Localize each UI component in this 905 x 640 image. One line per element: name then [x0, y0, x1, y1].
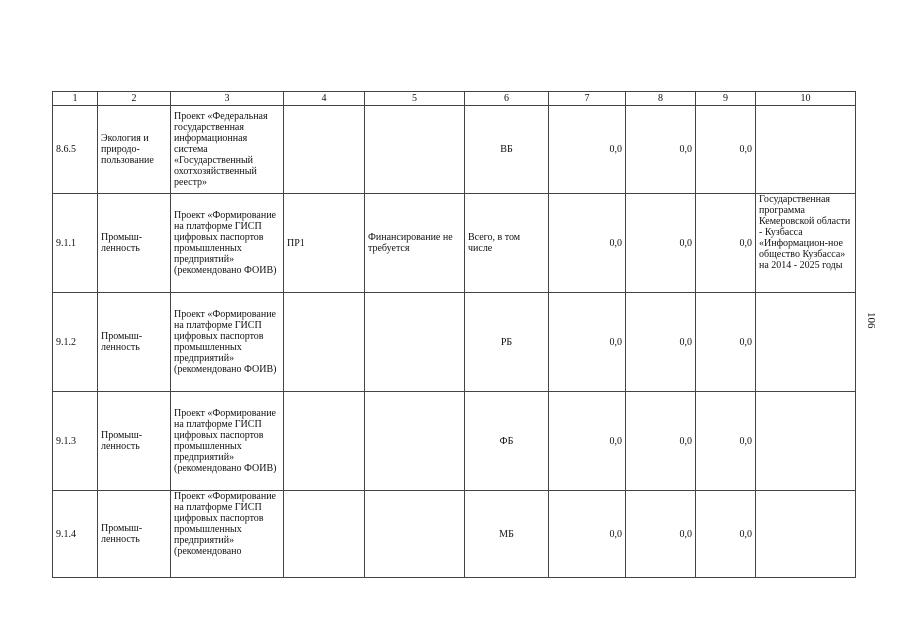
cell-value-7: 0,0 [549, 194, 626, 293]
cell-value-9: 0,0 [696, 491, 756, 578]
cell-value-7: 0,0 [549, 106, 626, 194]
cell-value-8: 0,0 [626, 194, 696, 293]
cell-source: Всего, в том числе [465, 194, 549, 293]
cell-code: 8.6.5 [53, 106, 98, 194]
cell-value-8: 0,0 [626, 491, 696, 578]
cell-program [756, 491, 856, 578]
table-row [53, 194, 856, 293]
column-header: 3 [171, 92, 284, 106]
column-header: 1 [53, 92, 98, 106]
cell-code: 9.1.4 [53, 491, 98, 578]
column-header: 6 [465, 92, 549, 106]
cell-value-8: 0,0 [626, 106, 696, 194]
column-header: 5 [365, 92, 465, 106]
cell-value-8: 0,0 [626, 392, 696, 491]
cell-program [756, 106, 856, 194]
cell-col4 [284, 106, 365, 194]
column-header: 7 [549, 92, 626, 106]
cell-col5: Финансирование не требуется [365, 194, 465, 293]
table-row [53, 106, 856, 194]
cell-value-9: 0,0 [696, 392, 756, 491]
column-header: 2 [98, 92, 171, 106]
cell-col4: ПР1 [284, 194, 365, 293]
cell-program: Государственная программа Кемеровской области - Кузбасса «Информацион-ное общество Кузбасса» на 2014 - 2025 годы [756, 194, 856, 293]
column-header: 10 [756, 92, 856, 106]
cell-code: 9.1.1 [53, 194, 98, 293]
cell-source: МБ [465, 491, 549, 578]
cell-sector: Промыш-ленность [98, 392, 171, 491]
cell-value-9: 0,0 [696, 194, 756, 293]
cell-sector: Промыш-ленность [98, 491, 171, 578]
cell-project: Проект «Федеральная государственная информационная система «Государственный охотхозяйственный реестр» [171, 106, 284, 194]
table-row [53, 392, 856, 491]
cell-source: РБ [465, 293, 549, 392]
cell-value-9: 0,0 [696, 293, 756, 392]
column-header: 4 [284, 92, 365, 106]
cell-value-7: 0,0 [549, 491, 626, 578]
table-row [53, 293, 856, 392]
cell-source: ФБ [465, 392, 549, 491]
cell-col5 [365, 491, 465, 578]
cell-sector: Экология и природо-пользование [98, 106, 171, 194]
header-row [53, 92, 856, 106]
cell-project: Проект «Формирование на платформе ГИСП цифровых паспортов промышленных предприятий» (рекомендовано [171, 491, 284, 578]
cell-col5 [365, 392, 465, 491]
cell-source: ВБ [465, 106, 549, 194]
cell-code: 9.1.3 [53, 392, 98, 491]
budget-table [52, 91, 856, 578]
cell-project: Проект «Формирование на платформе ГИСП цифровых паспортов промышленных предприятий» (рекомендовано ФОИВ) [171, 293, 284, 392]
cell-project: Проект «Формирование на платформе ГИСП цифровых паспортов промышленных предприятий» (рекомендовано ФОИВ) [171, 194, 284, 293]
cell-col4 [284, 293, 365, 392]
cell-col4 [284, 491, 365, 578]
cell-code: 9.1.2 [53, 293, 98, 392]
cell-value-7: 0,0 [549, 293, 626, 392]
column-header: 9 [696, 92, 756, 106]
cell-col5 [365, 293, 465, 392]
cell-project: Проект «Формирование на платформе ГИСП цифровых паспортов промышленных предприятий» (рекомендовано ФОИВ) [171, 392, 284, 491]
cell-value-9: 0,0 [696, 106, 756, 194]
cell-col5 [365, 106, 465, 194]
cell-sector: Промыш-ленность [98, 293, 171, 392]
cell-value-7: 0,0 [549, 392, 626, 491]
page-number: 106 [865, 312, 877, 329]
column-header: 8 [626, 92, 696, 106]
cell-program [756, 293, 856, 392]
table-row [53, 491, 856, 578]
cell-program [756, 392, 856, 491]
cell-sector: Промыш-ленность [98, 194, 171, 293]
cell-col4 [284, 392, 365, 491]
cell-value-8: 0,0 [626, 293, 696, 392]
